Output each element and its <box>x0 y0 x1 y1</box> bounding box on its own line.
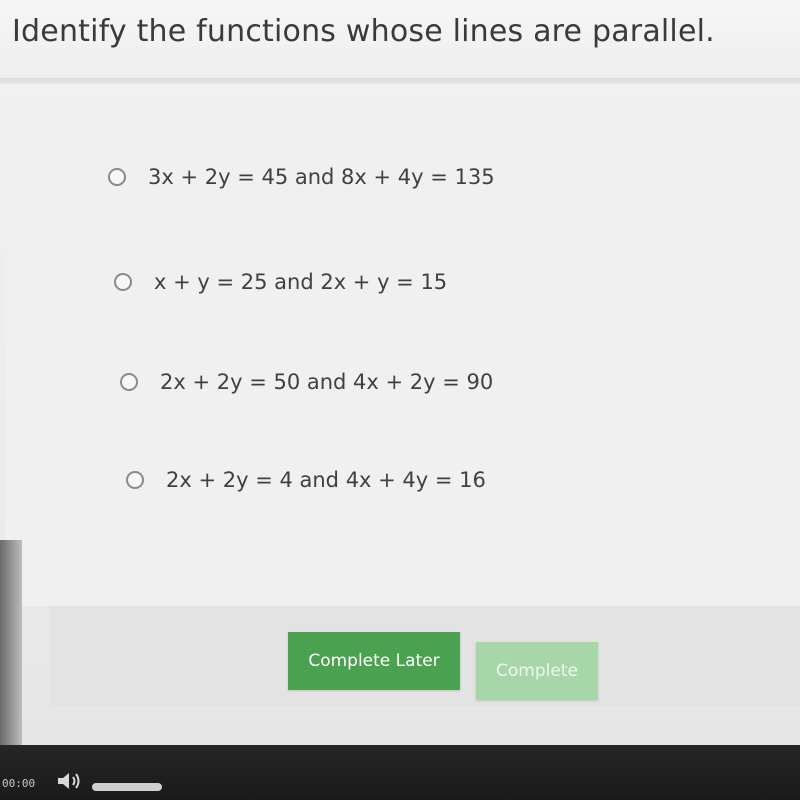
answer-option-label: x + y = 25 and 2x + y = 15 <box>154 270 448 294</box>
radio-button[interactable] <box>120 373 138 391</box>
answer-option-label: 2x + 2y = 4 and 4x + 4y = 16 <box>166 468 486 492</box>
screen-bezel <box>0 540 22 750</box>
media-player-bar <box>0 745 800 800</box>
radio-button[interactable] <box>108 168 126 186</box>
answer-option-3[interactable] <box>120 370 493 394</box>
answer-option-4[interactable] <box>126 468 486 492</box>
answer-option-label: 2x + 2y = 50 and 4x + 2y = 90 <box>160 370 494 394</box>
divider <box>0 78 800 84</box>
complete-later-button[interactable]: Complete Later <box>288 632 460 690</box>
volume-slider[interactable] <box>92 783 162 791</box>
question-header <box>0 0 800 78</box>
playback-time: 00:00 <box>2 777 36 790</box>
question-text: Identify the functions whose lines are parallel. <box>12 14 715 49</box>
complete-button[interactable]: Complete <box>476 642 598 700</box>
radio-button[interactable] <box>126 471 144 489</box>
answer-option-label: 3x + 2y = 45 and 8x + 4y = 135 <box>148 165 495 189</box>
radio-button[interactable] <box>114 273 132 291</box>
volume-icon[interactable] <box>56 770 84 792</box>
answer-option-1[interactable] <box>108 165 495 189</box>
answer-option-2[interactable] <box>114 270 447 294</box>
